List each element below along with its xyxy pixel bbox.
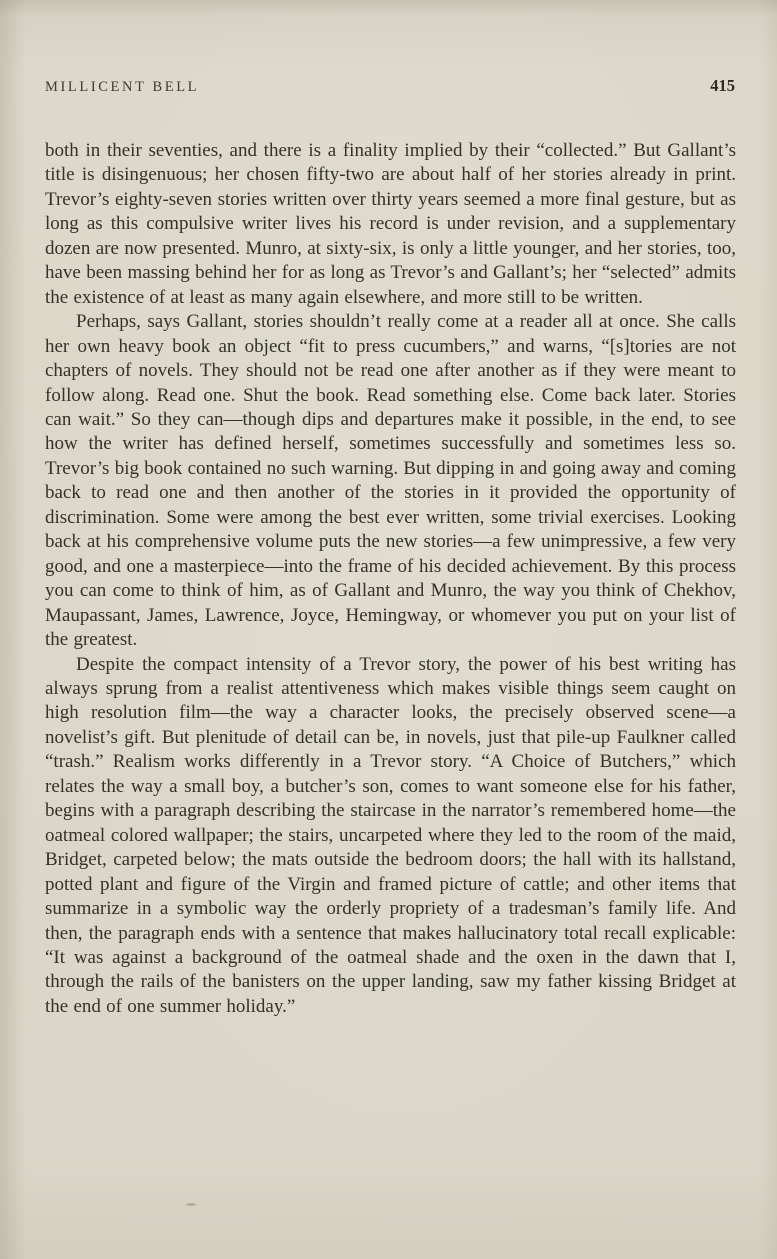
paragraph: Perhaps, says Gallant, stories shouldn’t really come at a reader all at once. She calls her own heavy book an object “fit to press cucumbers,” and warns, “[s]tories are not chapters of novels. They should not be read one after another as if they were meant to follow along. Read one. Shut the book. Read something else. Come back later. Stories can wait.” So they can—though dips and departures make it possible, in the end, to see how the writer has defined herself, sometimes successfully and sometimes less so. Trevor’s big book contained no such warning. But dipping in and going away and coming back to read one and then another of the stories in it provided the opportunity of discrimination. Some were among the best ever written, some trivial exercises. Looking back at his comprehensive volume puts the new stories—a few unimpressive, a few very good, and one a masterpiece—into the frame of his decided achievement. By this process you can come to think of him, as of Gallant and Munro, the way you think of Chekhov, Maupassant, James, Lawrence, Joyce, Hemingway, or whomever you put on your list of the greatest. — [45, 311, 736, 651]
body-text-block — [45, 139, 736, 1019]
running-head-author: MILLICENT BELL — [45, 79, 200, 95]
paragraph: Despite the compact intensity of a Trevor story, the power of his best writing has always sprung from a realist attentiveness which makes visible things seem caught on high resolution film—the way a character looks, the precisely observed scene—a novelist’s gift. But plenitude of detail can be, in novels, just that pile-up Faulkner called “trash.” Realism works differently in a Trevor story. “A Choice of Butchers,” which relates the way a small boy, a butcher’s son, comes to want someone else for his father, begins with a paragraph describing the staircase in the narrator’s remembered home—the oatmeal colored wallpaper; the stairs, uncarpeted where they led to the room of the maid, Bridget, carpeted below; the mats outside the bedroom doors; the hall with its hallstand, potted plant and figure of the Virgin and framed picture of cattle; and other items that summarize in a symbolic way the orderly propriety of a tradesman’s family life. And then, the paragraph ends with a sentence that makes hallucinatory total recall explicable: “It was against a background of the oatmeal shade and the oxen in the dawn that I, through the rails of the banisters on the upper landing, saw my father kissing Bridget at the end of one summer holiday.” — [45, 653, 736, 1017]
running-head — [45, 76, 735, 96]
scan-smudge-mark — [186, 1203, 196, 1206]
paragraph: both in their seventies, and there is a finality implied by their “collected.” But Gallant’s title is disingenuous; her chosen fifty-two are about half of her stories already in print. Trevor’s eighty-seven stories written over thirty years seemed a more final gesture, but as long as this compulsive writer lives his record is under revision, and a supplementary dozen are now presented. Munro, at sixty-six, is only a little younger, and her stories, too, have been massing behind her for as long as Trevor’s and Gallant’s; her “selected” admits the existence of at least as many again elsewhere, and more still to be written. — [45, 140, 736, 308]
page-number: 415 — [710, 76, 735, 95]
